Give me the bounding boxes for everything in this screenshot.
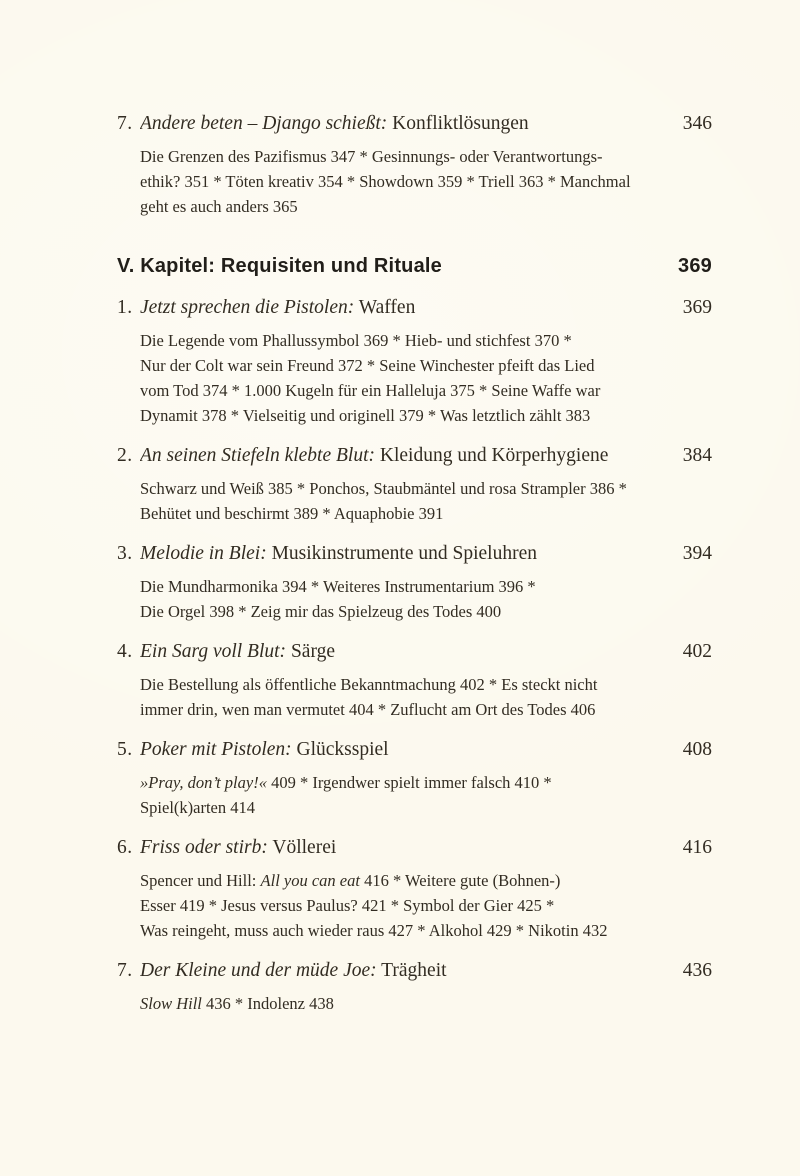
- toc-entry-subtopics: [140, 672, 712, 722]
- toc-entry-page-number: 402: [682, 641, 712, 662]
- toc-entry-title: [140, 738, 669, 762]
- subtopic-segment-italic: All you can eat: [260, 871, 360, 890]
- chapter-heading: [117, 253, 712, 279]
- toc-entry: [117, 959, 712, 1016]
- chapter-title: V. Kapitel: Requisiten und Rituale: [117, 255, 442, 277]
- toc-entry-number: 3.: [117, 543, 133, 564]
- toc-entry-title: [140, 836, 669, 860]
- toc-entry: [117, 542, 712, 624]
- toc-entry-title-italic: Der Kleine und der müde Joe:: [140, 960, 377, 981]
- toc-entry-page-number: 416: [682, 837, 712, 858]
- subtopic-segment-regular: vom Tod 374 * 1.000 Kugeln für ein Halleluja 375 * Seine Waffe war: [140, 381, 601, 400]
- subtopics-line: [140, 770, 712, 795]
- toc-entry-page-number: 369: [682, 297, 712, 318]
- toc-entry-heading: [117, 959, 712, 983]
- subtopics-line: [140, 795, 712, 820]
- subtopics-line: [140, 169, 712, 194]
- toc-entry-number: 7.: [117, 960, 133, 981]
- toc-entry-heading: [117, 444, 712, 468]
- toc-entry-title-regular: Trägheit: [376, 960, 447, 981]
- toc-entry-number: 1.: [117, 297, 133, 318]
- toc-entry-title: [140, 640, 669, 664]
- subtopic-segment-regular: Spiel(k)arten 414: [140, 798, 256, 817]
- subtopic-segment-regular: Esser 419 * Jesus versus Paulus? 421 * Symbol der Gier 425 *: [140, 896, 555, 915]
- subtopics-line: [140, 918, 712, 943]
- subtopics-line: [140, 476, 712, 501]
- toc-entry-subtopics: [140, 574, 712, 624]
- subtopic-segment-regular: Schwarz und Weiß 385 * Ponchos, Staubmäntel und rosa Strampler 386 *: [140, 479, 627, 498]
- toc-entry-title-regular: Konfliktlösungen: [387, 113, 529, 134]
- toc-entry: [117, 738, 712, 820]
- toc-entry-title: [140, 959, 669, 983]
- toc-entry: [117, 836, 712, 943]
- toc-entry-page-number: 394: [682, 543, 712, 564]
- toc-entry-title-italic: Jetzt sprechen die Pistolen:: [140, 297, 355, 318]
- toc-entry-title-regular: Särge: [286, 641, 335, 662]
- toc-entry-title-italic: Poker mit Pistolen:: [140, 739, 292, 760]
- toc-entry-heading: [117, 640, 712, 664]
- toc-entry-subtopics: [140, 991, 712, 1016]
- subtopics-line: [140, 353, 712, 378]
- subtopics-line: [140, 194, 712, 219]
- subtopics-line: [140, 574, 712, 599]
- toc-entry-title-regular: Kleidung und Körperhygiene: [375, 445, 609, 466]
- subtopic-segment-regular: immer drin, wen man vermutet 404 * Zuflucht am Ort des Todes 406: [140, 700, 596, 719]
- subtopic-segment-regular: ethik? 351 * Töten kreativ 354 * Showdown 359 * Triell 363 * Manchmal: [140, 172, 631, 191]
- subtopics-line: [140, 599, 712, 624]
- toc-entry-number: 4.: [117, 641, 133, 662]
- subtopic-segment-regular: Behütet und beschirmt 389 * Aquaphobie 391: [140, 504, 444, 523]
- subtopic-segment-regular: 409 * Irgendwer spielt immer falsch 410 *: [266, 773, 552, 792]
- subtopic-segment-regular: Die Mundharmonika 394 * Weiteres Instrumentarium 396 *: [140, 577, 536, 596]
- subtopics-line: [140, 328, 712, 353]
- toc-entry: [117, 640, 712, 722]
- toc-entry: [117, 112, 712, 219]
- toc-entry-page-number: 436: [682, 960, 712, 981]
- subtopic-segment-regular: 416 * Weitere gute (Bohnen-): [359, 871, 561, 890]
- toc-entry-title-italic: Friss oder stirb:: [140, 837, 268, 858]
- subtopic-segment-regular: Die Legende vom Phallussymbol 369 * Hieb- und stichfest 370 *: [140, 331, 572, 350]
- toc-entry-heading: [117, 112, 712, 136]
- toc-entry-title-regular: Musikinstrumente und Spieluhren: [266, 543, 537, 564]
- table-of-contents: [117, 112, 712, 1016]
- toc-entry-title: [140, 444, 669, 468]
- subtopic-segment-regular: Dynamit 378 * Vielseitig und originell 379 * Was letztlich zählt 383: [140, 406, 591, 425]
- toc-entry-title-italic: Andere beten – Django schießt:: [140, 113, 388, 134]
- toc-entry-title-italic: Ein Sarg voll Blut:: [140, 641, 287, 662]
- subtopics-line: [140, 991, 712, 1016]
- toc-entry-title-italic: Melodie in Blei:: [140, 543, 267, 564]
- subtopic-segment-regular: 436 * Indolenz 438: [201, 994, 334, 1013]
- toc-entry-number: 6.: [117, 837, 133, 858]
- toc-entry-number: 7.: [117, 113, 133, 134]
- toc-entry-page-number: 346: [682, 113, 712, 134]
- subtopic-segment-regular: Die Grenzen des Pazifismus 347 * Gesinnungs- oder Verantwortungs-: [140, 147, 603, 166]
- subtopic-segment-regular: Die Bestellung als öffentliche Bekanntmachung 402 * Es steckt nicht: [140, 675, 598, 694]
- subtopic-segment-regular: geht es auch anders 365: [140, 197, 298, 216]
- toc-entry-title-regular: Glücksspiel: [291, 739, 389, 760]
- subtopic-segment-regular: Was reingeht, muss auch wieder raus 427 * Alkohol 429 * Nikotin 432: [140, 921, 608, 940]
- toc-entry: [117, 444, 712, 526]
- subtopic-segment-italic: »Pray, don’t play!«: [140, 773, 267, 792]
- toc-entry-heading: [117, 738, 712, 762]
- toc-entry-title-regular: Völlerei: [267, 837, 337, 858]
- toc-entry-page-number: 408: [682, 739, 712, 760]
- toc-entry-title: [140, 542, 669, 566]
- toc-entry-subtopics: [140, 868, 712, 943]
- subtopics-line: [140, 378, 712, 403]
- toc-entry-title: [140, 112, 669, 136]
- subtopics-line: [140, 403, 712, 428]
- subtopic-segment-regular: Nur der Colt war sein Freund 372 * Seine Winchester pfeift das Lied: [140, 356, 595, 375]
- subtopics-line: [140, 672, 712, 697]
- subtopics-line: [140, 893, 712, 918]
- toc-entry-title: [140, 296, 669, 320]
- toc-entry-heading: [117, 836, 712, 860]
- subtopics-line: [140, 144, 712, 169]
- toc-entry-title-italic: An seinen Stiefeln klebte Blut:: [140, 445, 375, 466]
- subtopics-line: [140, 501, 712, 526]
- toc-entry-heading: [117, 542, 712, 566]
- toc-entry-subtopics: [140, 476, 712, 526]
- subtopics-line: [140, 697, 712, 722]
- subtopic-segment-regular: Die Orgel 398 * Zeig mir das Spielzeug des Todes 400: [140, 602, 502, 621]
- toc-entry-number: 5.: [117, 739, 133, 760]
- toc-entry-subtopics: [140, 770, 712, 820]
- toc-entry-heading: [117, 296, 712, 320]
- toc-entry-number: 2.: [117, 445, 133, 466]
- toc-entry-page-number: 384: [682, 445, 712, 466]
- toc-entry-title-regular: Waffen: [354, 297, 416, 318]
- subtopic-segment-regular: Spencer und Hill:: [140, 871, 261, 890]
- toc-entry-subtopics: [140, 144, 712, 219]
- toc-entry: [117, 296, 712, 428]
- toc-entry-subtopics: [140, 328, 712, 428]
- subtopic-segment-italic: Slow Hill: [140, 994, 202, 1013]
- subtopics-line: [140, 868, 712, 893]
- chapter-page-number: 369: [678, 255, 712, 277]
